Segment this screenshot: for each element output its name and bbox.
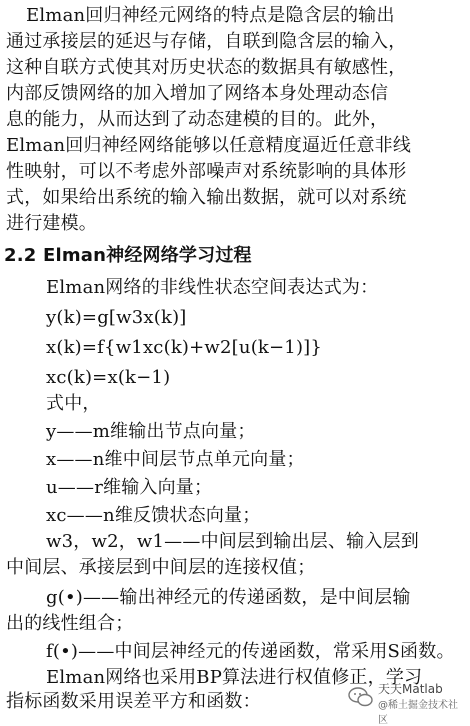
wechat-icon (348, 686, 374, 708)
paragraph-line: 进行建模。 (6, 213, 97, 234)
g-function-line: 出的线性组合； (6, 613, 134, 634)
paragraph-line: 性映射，可以不考虑外部噪声对系统影响的具体形 (6, 161, 407, 182)
watermark-title: 天天Matlab (378, 682, 443, 696)
intro-line: Elman网络的非线性状态空间表达式为： (46, 277, 379, 298)
weights-line: w3，w2，w1——中间层到输出层、输入层到 (46, 531, 419, 552)
paragraph-line: 内部反馈网络的加入增加了网络本身处理动态信 (6, 83, 389, 104)
definition-line: x——n维中间层节点单元向量； (46, 449, 305, 470)
paragraph-line: Elman回归神经网络能够以任意精度逼近任意非线 (6, 135, 412, 156)
g-function-line: g(•)——输出神经元的传递函数，是中间层输 (46, 587, 411, 608)
equation: xc(k)=x(k−1) (46, 367, 171, 388)
where-label: 式中， (46, 393, 101, 414)
equation: y(k)=g[w3x(k)] (46, 307, 187, 328)
closing-line: Elman网络也采用BP算法进行权值修正，学习 (46, 667, 423, 688)
paragraph-line: 式，如果给出系统的输入输出数据，就可以对系统 (6, 187, 407, 208)
closing-line: 指标函数采用误差平方和函数： (6, 691, 261, 712)
paragraph-line: 这种自联方式使其对历史状态的数据具有敏感性， (6, 57, 407, 78)
watermark (348, 680, 466, 726)
paragraph-line: 息的能力，从而达到了动态建模的目的。此外， (6, 109, 389, 130)
paragraph-line: 通过承接层的延迟与存储，自联到隐含层的输入， (6, 31, 407, 52)
definition-line: xc——n维反馈状态向量； (46, 505, 261, 526)
definition-line: u——r维输入向量； (46, 477, 213, 498)
paragraph-line: Elman回归神经元网络的特点是隐含层的输出 (26, 5, 395, 26)
section-heading: 2.2 Elman神经网络学习过程 (4, 245, 252, 266)
f-function-line: f(•)——中间层神经元的传递函数，常采用S函数。 (46, 641, 455, 662)
watermark-subtitle: @稀土掘金技术社区 (378, 700, 458, 726)
weights-line: 中间层、承接层到中间层的连接权值； (6, 557, 316, 578)
definition-line: y——m维输出节点向量； (46, 421, 256, 442)
equation: x(k)=f{w1xc(k)+w2[u(k−1)]} (46, 337, 323, 358)
